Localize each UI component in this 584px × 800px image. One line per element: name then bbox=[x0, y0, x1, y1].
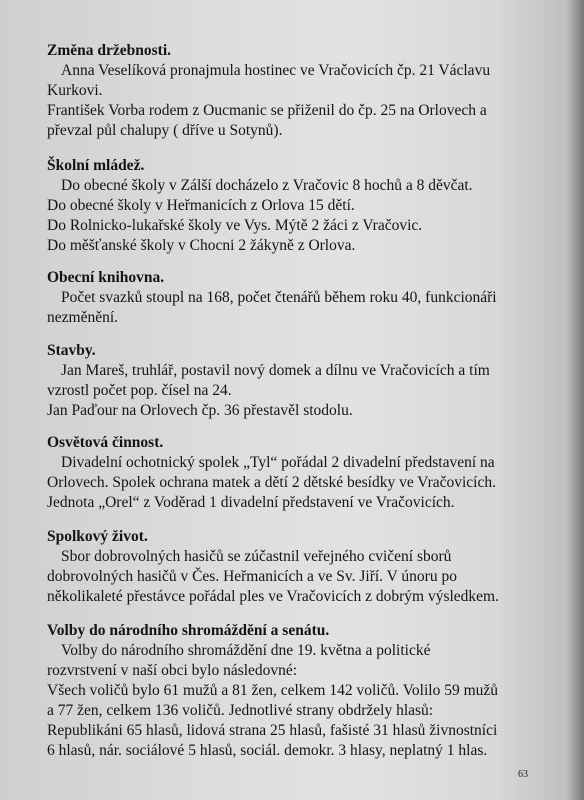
text-line: František Vorba rodem z Oucmanic se přiženil do čp. 25 na Orlovech a bbox=[47, 102, 487, 119]
text-line: Anna Veselíková pronajmula hostinec ve Vračovicích čp. 21 Václavu bbox=[61, 62, 491, 79]
text-line: Jan Paďour na Orlovech čp. 36 přestavěl stodolu. bbox=[47, 402, 353, 419]
text-line: několikaleté přestávce pořádal ples ve Vračovicích z dobrým výsledkem. bbox=[47, 588, 499, 605]
text-line: Do měšťanské školy v Chocni 2 žákyně z Orlova. bbox=[47, 237, 356, 254]
text-line: převzal půl chalupy ( dříve u Sotynů). bbox=[47, 122, 283, 139]
section-heading: Stavby. bbox=[47, 342, 96, 359]
text-line: Divadelní ochotnický spolek „Tyl“ pořádal 2 divadelní představení na bbox=[61, 454, 495, 471]
text-line: Orlovech. Spolek ochrana matek a dětí 2 dětské besídky ve Vračovicích. bbox=[47, 474, 496, 491]
text-line: Kurkovi. bbox=[47, 82, 103, 99]
section-cultural-activity bbox=[47, 433, 532, 513]
section-heading: Volby do národního shromáždění a senátu. bbox=[47, 622, 330, 639]
section-buildings bbox=[47, 341, 532, 421]
section-heading: Spolkový život. bbox=[47, 528, 148, 545]
text-line: Jednota „Orel“ z Voděrad 1 divadelní představení ve Vračovicích. bbox=[47, 494, 455, 511]
text-line: Do obecné školy v Heřmanicích z Orlova 15 dětí. bbox=[47, 197, 355, 214]
section-school-youth bbox=[47, 156, 532, 256]
section-heading: Obecní knihovna. bbox=[47, 269, 165, 286]
text-line: Volby do národního shromáždění dne 19. května a politické bbox=[61, 642, 431, 659]
section-heading: Změna držebnosti. bbox=[47, 42, 171, 59]
section-ownership-change bbox=[47, 41, 532, 141]
text-line: Jan Mareš, truhlář, postavil nový domek a dílnu ve Vračovicích a tím bbox=[61, 362, 490, 379]
section-heading: Osvětová činnost. bbox=[47, 434, 164, 451]
text-line: 6 hlasů, nár. sociálové 5 hlasů, sociál. demokr. 3 hlasy, neplatný 1 hlas. bbox=[47, 742, 488, 759]
section-club-life bbox=[47, 527, 532, 607]
section-municipal-library bbox=[47, 268, 532, 328]
text-line: vzrostl počet pop. čísel na 24. bbox=[47, 382, 232, 399]
text-line: Republikáni 65 hlasů, lidová strana 25 hlasů, fašisté 31 hlasů živnostníci bbox=[47, 722, 498, 739]
text-line: rozvrstvení v naší obci bylo následovné: bbox=[47, 662, 298, 679]
section-heading: Školní mládež. bbox=[47, 157, 145, 174]
text-line: Do obecné školy v Zálší docházelo z Vračovic 8 hochů a 8 děvčat. bbox=[61, 177, 473, 194]
text-line: Do Rolnicko-lukařské školy ve Vys. Mýtě 2 žáci z Vračovic. bbox=[47, 217, 423, 234]
section-elections bbox=[47, 621, 532, 761]
text-line: Sbor dobrovolných hasičů se zúčastnil veřejného cvičení sborů bbox=[61, 548, 452, 565]
text-line: a 77 žen, celkem 136 voličů. Jednotlivé strany obdržely hlasů: bbox=[47, 702, 434, 719]
text-line: dobrovolných hasičů v Čes. Heřmanicích a ve Sv. Jiří. V únoru po bbox=[47, 568, 457, 585]
text-line: Počet svazků stoupl na 168, počet čtenářů během roku 40, funkcionáři bbox=[61, 289, 497, 306]
text-line: Všech voličů bylo 61 mužů a 81 žen, celkem 142 voličů. Volilo 59 mužů bbox=[47, 682, 498, 699]
page-number: 63 bbox=[518, 769, 528, 780]
text-line: nezměnění. bbox=[47, 309, 119, 326]
page-edge-shadow bbox=[566, 0, 584, 800]
